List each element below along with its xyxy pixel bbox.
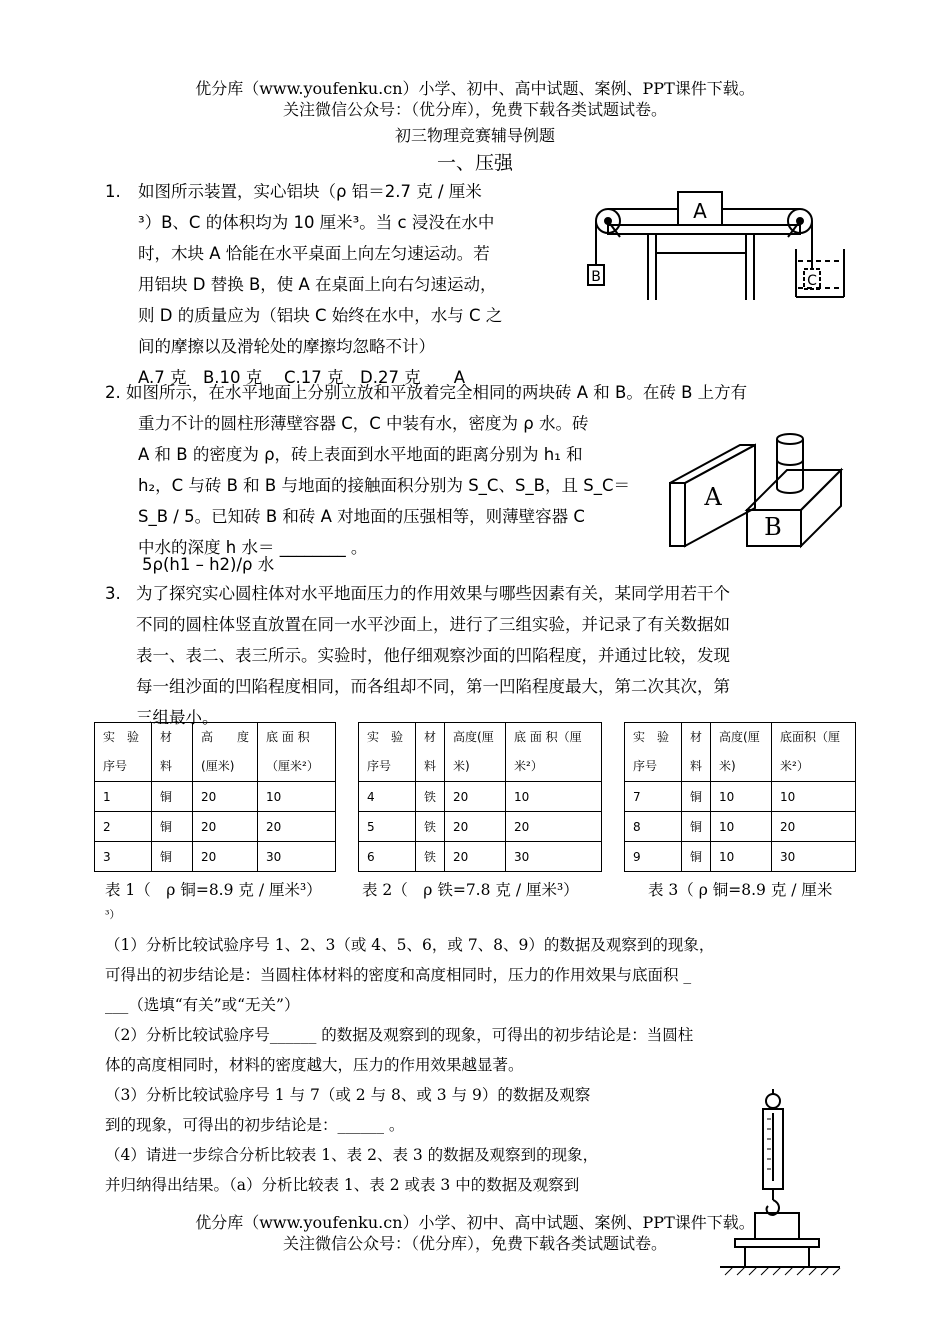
table-cell: 20 — [772, 812, 856, 842]
table-cell: 20 — [193, 842, 258, 872]
q1-line: 用铝块 D 替换 B，使 A 在桌面上向右匀速运动， — [138, 275, 497, 294]
q1-line: 时，木块 A 恰能在水平桌面上向左匀速运动。若 — [138, 244, 490, 263]
q1-line: 则 D 的质量应为（铝块 C 始终在水中，水与 C 之 — [138, 306, 503, 325]
spring-scale-figure — [715, 1085, 850, 1325]
table-header-cell: 材料 — [416, 723, 445, 782]
table-header-cell: 底 面 积（厘米²） — [506, 723, 602, 782]
table-cell: 7 — [625, 782, 682, 812]
q1-fig-label-a: A — [693, 199, 707, 223]
q2-line: h₂，C 与砖 B 和 B 与地面的接触面积分别为 S_C、S_B，且 S_C＝ — [138, 476, 630, 495]
q1-line: 如图所示装置，实心铝块（ρ 铝＝2.7 克 / 厘米 — [138, 182, 482, 201]
q3-line: 不同的圆柱体竖直放置在同一水平沙面上，进行了三组实验，并记录了有关数据如 — [136, 615, 730, 634]
analysis-line: （3）分析比较试验序号 1 与 7（或 2 与 8、或 3 与 9）的数据及观察 — [105, 1086, 591, 1104]
q2-bricks-figure — [665, 425, 845, 550]
table-2-caption: 表 2（ ρ 铁=7.8 克 / 厘米³） — [362, 881, 579, 899]
table-header-cell: 实 验序号 — [625, 723, 682, 782]
table-cell: 铜 — [152, 842, 193, 872]
table-1-caption: 表 1（ ρ 铜=8.9 克 / 厘米³） — [105, 881, 322, 899]
table-header-cell: 高 度(厘米) — [193, 723, 258, 782]
footer-line-2: 关注微信公众号：（优分库），免费下载各类试题试卷。 — [282, 1234, 667, 1253]
table-header-cell: 材 料 — [152, 723, 193, 782]
table-row — [95, 812, 336, 842]
table-cell: 铜 — [682, 842, 711, 872]
analysis-line: 可得出的初步结论是：当圆柱体材料的密度和高度相同时，压力的作用效果与底面积 _ — [105, 966, 692, 984]
table-header-cell: 底 面 积（厘米²） — [258, 723, 336, 782]
q3-line: 表一、表二、表三所示。实验时，他仔细观察沙面的凹陷程度，并通过比较，发现 — [136, 646, 730, 665]
table-cell: 20 — [445, 842, 506, 872]
q3-line: 为了探究实心圆柱体对水平地面压力的作用效果与哪些因素有关，某同学用若干个 — [136, 584, 730, 603]
q2-line: A 和 B 的密度为 ρ，砖上表面到水平地面的距离分别为 h₁ 和 — [138, 445, 583, 464]
q2-line: 重力不计的圆柱形薄壁容器 C，C 中装有水，密度为 ρ 水。砖 — [138, 414, 589, 433]
table-cell: 2 — [95, 812, 152, 842]
table-cell: 3 — [95, 842, 152, 872]
table-cell: 铁 — [416, 782, 445, 812]
analysis-line: 并归纳得出结果。（a）分析比较表 1、表 2 或表 3 中的数据及观察到 — [105, 1176, 580, 1194]
q1-fig-label-c: C — [807, 273, 817, 289]
table-header-cell: 材料 — [682, 723, 711, 782]
table-cell: 10 — [258, 782, 336, 812]
q3-number: 3. — [105, 584, 121, 603]
table-header-cell: 高度(厘米) — [445, 723, 506, 782]
analysis-line: （4）请进一步综合分析比较表 1、表 2、表 3 的数据及观察到的现象， — [105, 1146, 599, 1164]
q2-line: 中水的深度 h 水＝ ________ 。 — [138, 538, 368, 557]
table-header-cell: 实 验序号 — [359, 723, 416, 782]
table-cell: 铜 — [682, 812, 711, 842]
q3-line: 三组最小。 — [136, 708, 219, 727]
q3-text — [136, 578, 856, 733]
table-cell: 20 — [506, 812, 602, 842]
table-3-caption-tail: ³） — [105, 908, 121, 921]
data-table-1 — [94, 722, 336, 872]
table-header-cell: 底面积（厘米²） — [772, 723, 856, 782]
data-table-3 — [624, 722, 856, 872]
table-cell: 4 — [359, 782, 416, 812]
table-cell: 9 — [625, 842, 682, 872]
table-header-cell: 高度(厘米) — [711, 723, 772, 782]
q2-fig-label-a: A — [704, 483, 722, 511]
table-cell: 20 — [193, 782, 258, 812]
analysis-line: 到的现象，可得出的初步结论是：______ 。 — [105, 1116, 405, 1134]
analysis-line: （1）分析比较试验序号 1、2、3（或 4、5、6，或 7、8、9）的数据及观察到的现象， — [105, 936, 715, 954]
table-cell: 10 — [772, 782, 856, 812]
q1-options: A.7 克 B.10 克 C.17 克 D.27 克 A — [138, 368, 466, 387]
table-cell: 铁 — [416, 842, 445, 872]
table-cell: 30 — [772, 842, 856, 872]
table-cell: 铜 — [152, 782, 193, 812]
analysis-line: 体的高度相同时，材料的密度越大，压力的作用效果越显著。 — [105, 1056, 524, 1074]
q1-pulley-figure — [578, 185, 848, 310]
q1-fig-label-b: B — [591, 269, 601, 285]
table-row — [359, 842, 602, 872]
header-line-2: 关注微信公众号：（优分库），免费下载各类试题试卷。 — [282, 100, 667, 119]
data-table-2 — [358, 722, 602, 872]
page-title: 初三物理竞赛辅导例题 — [394, 126, 555, 145]
table-cell: 30 — [506, 842, 602, 872]
table-header-cell: 实 验序号 — [95, 723, 152, 782]
table-row — [625, 782, 856, 812]
table-3-caption: 表 3（ ρ 铜=8.9 克 / 厘米 — [648, 881, 833, 899]
table-cell: 铜 — [152, 812, 193, 842]
table-cell: 20 — [445, 812, 506, 842]
analysis-line: ___（选填“有关”或“无关”） — [105, 996, 300, 1014]
table-cell: 30 — [258, 842, 336, 872]
q2-text — [138, 408, 658, 563]
table-cell: 铁 — [416, 812, 445, 842]
table-cell: 6 — [359, 842, 416, 872]
table-row — [625, 812, 856, 842]
table-row — [95, 842, 336, 872]
footer-line-1: 优分库（www.youfenku.cn）小学、初中、高中试题、案例、PPT课件下载。 — [195, 1213, 755, 1232]
analysis-line: （2）分析比较试验序号______ 的数据及观察到的现象，可得出的初步结论是：当圆柱 — [105, 1026, 694, 1044]
table-cell: 20 — [193, 812, 258, 842]
q1-line: ³）B、C 的体积均为 10 厘米³。当 c 浸没在水中 — [138, 213, 495, 232]
q2-answer: 5ρ(h1 – h2)/ρ 水 — [142, 555, 275, 574]
table-cell: 20 — [258, 812, 336, 842]
q1-text — [138, 176, 578, 393]
table-cell: 20 — [445, 782, 506, 812]
table-row — [95, 782, 336, 812]
table-row — [359, 812, 602, 842]
q2-first-line: 2. 如图所示，在水平地面上分别立放和平放着完全相同的两块砖 A 和 B。在砖 B 上方有 — [105, 383, 748, 402]
q2-line: S_B / 5。已知砖 B 和砖 A 对地面的压强相等，则薄壁容器 C — [138, 507, 585, 526]
section-heading: 一、压强 — [436, 152, 513, 174]
table-cell: 10 — [711, 812, 772, 842]
q2-fig-label-b: B — [764, 513, 782, 541]
q1-line: 间的摩擦以及滑轮处的摩擦均忽略不计） — [138, 337, 435, 356]
table-cell: 10 — [711, 782, 772, 812]
header-line-1: 优分库（www.youfenku.cn）小学、初中、高中试题、案例、PPT课件下载。 — [195, 79, 755, 98]
table-cell: 10 — [711, 842, 772, 872]
table-cell: 8 — [625, 812, 682, 842]
q1-number: 1. — [105, 182, 121, 201]
q3-line: 每一组沙面的凹陷程度相同，而各组却不同，第一凹陷程度最大，第二次其次，第 — [136, 677, 730, 696]
table-cell: 10 — [506, 782, 602, 812]
table-cell: 5 — [359, 812, 416, 842]
table-row — [359, 782, 602, 812]
table-cell: 1 — [95, 782, 152, 812]
table-row — [625, 842, 856, 872]
table-cell: 铜 — [682, 782, 711, 812]
